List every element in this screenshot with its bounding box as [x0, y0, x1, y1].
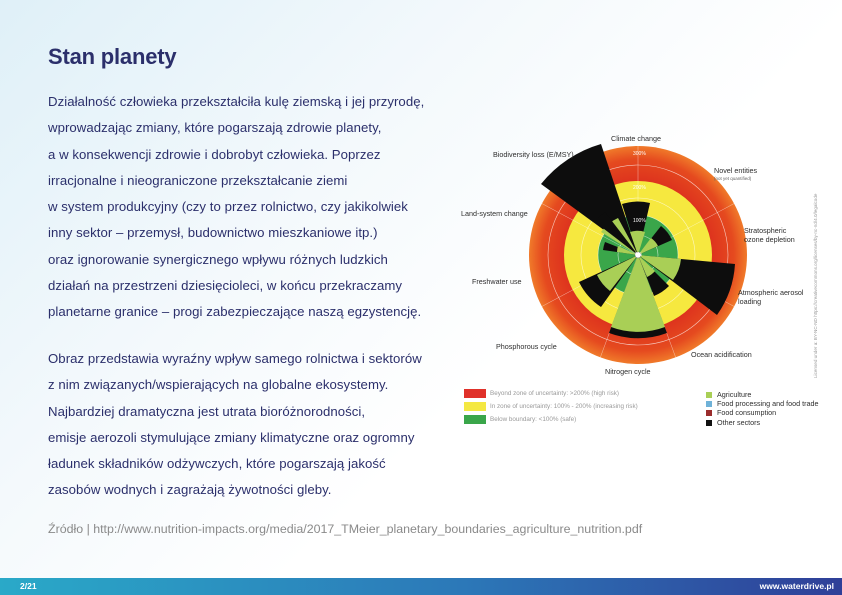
label-novel-entities-note: (not yet quantified) — [714, 176, 752, 181]
legend-swatch-red — [464, 389, 486, 398]
label-biodiversity-loss: Biodiversity loss (E/MSY) — [493, 150, 574, 159]
label-nitrogen-cycle: Nitrogen cycle — [605, 367, 651, 376]
label-phosphorous-cycle: Phosphorous cycle — [496, 342, 557, 351]
ring-label-100: 100% — [633, 218, 646, 224]
label-land-system-change: Land-system change — [461, 209, 528, 218]
label-freshwater-use: Freshwater use — [472, 277, 522, 286]
legend-sector-food-processing: Food processing and food trade — [706, 399, 819, 408]
ring-label-300: 300% — [633, 151, 646, 157]
license-credit: Licensed under a: BY-NC-ND https://creativecommons.org/licenses/by-nc-nd/4.0/legalcode — [813, 193, 818, 378]
label-stratospheric-ozone: Stratospheric ozone depletion — [744, 226, 795, 244]
label-atmospheric-aerosol: Atmospheric aerosol loading — [738, 288, 804, 306]
label-novel-entities: Novel entities — [714, 166, 758, 175]
footer-bar — [0, 578, 842, 595]
label-ocean-acidification: Ocean acidification — [691, 350, 752, 359]
ring-label-0: 0% — [635, 252, 643, 258]
planetary-boundaries-figure — [455, 128, 825, 433]
legend-zone-uncertainty: In zone of uncertainty: 100% - 200% (increasing risk) — [464, 402, 638, 411]
label-climate-change: Climate change — [611, 134, 661, 143]
legend-swatch-green — [464, 415, 486, 424]
legend-zone-safe: Below boundary: <100% (safe) — [464, 415, 576, 424]
legend-sector-food-consumption: Food consumption — [706, 408, 776, 417]
legend-sector-other: Other sectors — [706, 418, 760, 427]
figure-description-paragraph: Obraz przedstawia wyraźny wpływ samego rolnictwa i sektorów z nim związanych/wspierających na globalne ekosystemy. Najbardziej dramatyczna jest utrata bioróżnorodności, emisje aerozoli stymulujące zmiany klimatyczne oraz ogromny ładunek składników odżywczych, które pogarszają jakość zasobów wodnych i zagrażają żywotności gleby. — [48, 351, 422, 498]
source-citation: Źródło | http://www.nutrition-impacts.org/media/2017_TMeier_planetary_boundaries_agriculture_nutrition.pdf — [48, 522, 643, 536]
page-title: Stan planety — [48, 44, 177, 69]
legend-zone-high-risk: Beyond zone of uncertainty: >200% (high risk) — [464, 389, 619, 398]
ring-label-200: 200% — [633, 185, 646, 191]
legend-sector-agriculture: Agriculture — [706, 390, 751, 399]
intro-paragraph: Działalność człowieka przekształciła kulę ziemską i jej przyrodę, wprowadzając zmiany, które pogarszają zdrowie planety, a w konsekwencji zdrowie i dobrobyt człowieka. Poprzez irracjonalne i nieograniczone przekształcanie ziemi w system produkcyjny (czy to przez rolnictwo, czy jakikolwiek inny sektor – przemysł, budownictwo mieszkaniowe itp.) oraz ignorowanie synergicznego wpływu różnych ludzkich działań na przestrzeni dziesięcioleci, w końcu przekraczamy planetarne granice – progi zabezpieczające naszą egzystencję. — [48, 94, 425, 320]
page-number: 2/21 — [20, 581, 37, 591]
legend-swatch-yellow — [464, 402, 486, 411]
footer-website-link[interactable]: www.waterdrive.pl — [759, 581, 834, 591]
